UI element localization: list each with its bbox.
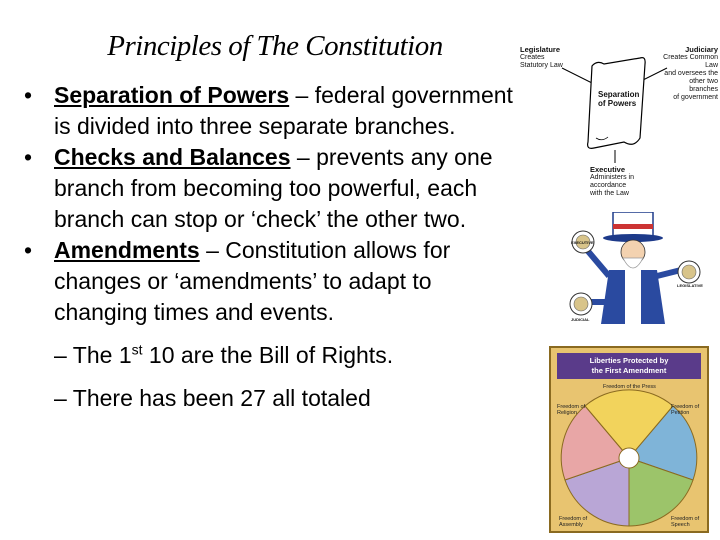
term-separation-of-powers: Separation of Powers bbox=[54, 82, 290, 108]
assembly-line2: Assembly bbox=[559, 522, 583, 528]
uncle-sam-cartoon bbox=[565, 212, 705, 327]
executive-line3: with the Law bbox=[590, 190, 629, 197]
subbullet-bill-of-rights bbox=[24, 340, 524, 371]
scroll-label bbox=[598, 90, 639, 108]
legislature-line1: Creates bbox=[520, 54, 545, 61]
bullet-text: – prevents any one branch from becoming too powerful, each branch can stop or ‘check’ the other two. bbox=[54, 144, 493, 232]
poster-heading-line1: Liberties Protected by bbox=[589, 356, 669, 365]
executive-heading: Executive bbox=[590, 165, 626, 174]
bullet-dot: • bbox=[24, 237, 33, 263]
judiciary-line1: Creates Common Law bbox=[663, 54, 718, 69]
sub-text: 10 are the Bill of Rights. bbox=[142, 342, 394, 368]
legislature-label bbox=[520, 46, 563, 70]
bullet-list bbox=[24, 80, 524, 414]
liberties-wheel bbox=[551, 348, 707, 531]
scroll-line2: of Powers bbox=[598, 99, 637, 108]
speech-label bbox=[671, 516, 699, 528]
religion-line1: Freedom of bbox=[557, 404, 586, 410]
judiciary-label bbox=[660, 46, 718, 102]
executive-seal-label: EXECUTIVE bbox=[571, 240, 594, 245]
executive-line1: Administers in bbox=[590, 174, 634, 181]
term-checks-and-balances: Checks and Balances bbox=[54, 144, 291, 170]
first-amendment-poster bbox=[549, 346, 709, 533]
speech-line2: Speech bbox=[671, 522, 690, 528]
bullet-amendments bbox=[24, 235, 524, 328]
petition-line1: Freedom of bbox=[671, 404, 700, 410]
sub-text: The 1 bbox=[72, 342, 132, 368]
sub-dash: – bbox=[54, 385, 67, 411]
petition-line2: Petition bbox=[671, 410, 690, 416]
press-label: Freedom of the Press bbox=[603, 384, 656, 390]
legislature-line2: Statutory Law bbox=[520, 62, 563, 69]
subbullet-total-amendments bbox=[24, 383, 524, 414]
slide-title: Principles of The Constitution bbox=[107, 30, 443, 62]
assembly-line1: Freedom of bbox=[559, 516, 588, 522]
scroll-line1: Separation bbox=[598, 90, 640, 99]
executive-label bbox=[590, 166, 634, 198]
speech-line1: Freedom of bbox=[671, 516, 700, 522]
wheel-center bbox=[619, 448, 639, 468]
bullet-dot: • bbox=[24, 82, 33, 108]
religion-line2: Religion bbox=[557, 410, 577, 416]
poster-heading-line2: the First Amendment bbox=[591, 366, 667, 375]
assembly-label bbox=[559, 516, 587, 528]
term-amendments: Amendments bbox=[54, 237, 200, 263]
bullet-dot: • bbox=[24, 144, 33, 170]
bullet-text: – federal government is divided into three separate branches. bbox=[54, 82, 513, 139]
executive-line2: accordance bbox=[590, 182, 627, 189]
bullet-separation-of-powers bbox=[24, 80, 524, 142]
judiciary-line3: other two branches bbox=[689, 78, 718, 93]
petition-label bbox=[671, 404, 699, 416]
sub-dash: – bbox=[54, 342, 67, 368]
legislative-seal-label: LEGISLATIVE bbox=[677, 283, 703, 288]
judiciary-line2: and oversees the bbox=[664, 70, 718, 77]
judiciary-line4: of government bbox=[673, 94, 718, 101]
judicial-seal-label: JUDICIAL bbox=[571, 317, 590, 322]
sub-text: There has been 27 all totaled bbox=[72, 385, 371, 411]
sub-superscript: st bbox=[131, 341, 143, 358]
legislature-heading: Legislature bbox=[520, 45, 561, 54]
judiciary-heading: Judiciary bbox=[685, 45, 718, 54]
separation-of-powers-diagram bbox=[512, 38, 720, 213]
uncle-sam-illustration bbox=[565, 212, 705, 327]
religion-label bbox=[557, 404, 585, 416]
bullet-text: – Constitution allows for changes or ‘amendments’ to adapt to changing times and events. bbox=[54, 237, 451, 325]
bullet-checks-and-balances bbox=[24, 142, 524, 235]
